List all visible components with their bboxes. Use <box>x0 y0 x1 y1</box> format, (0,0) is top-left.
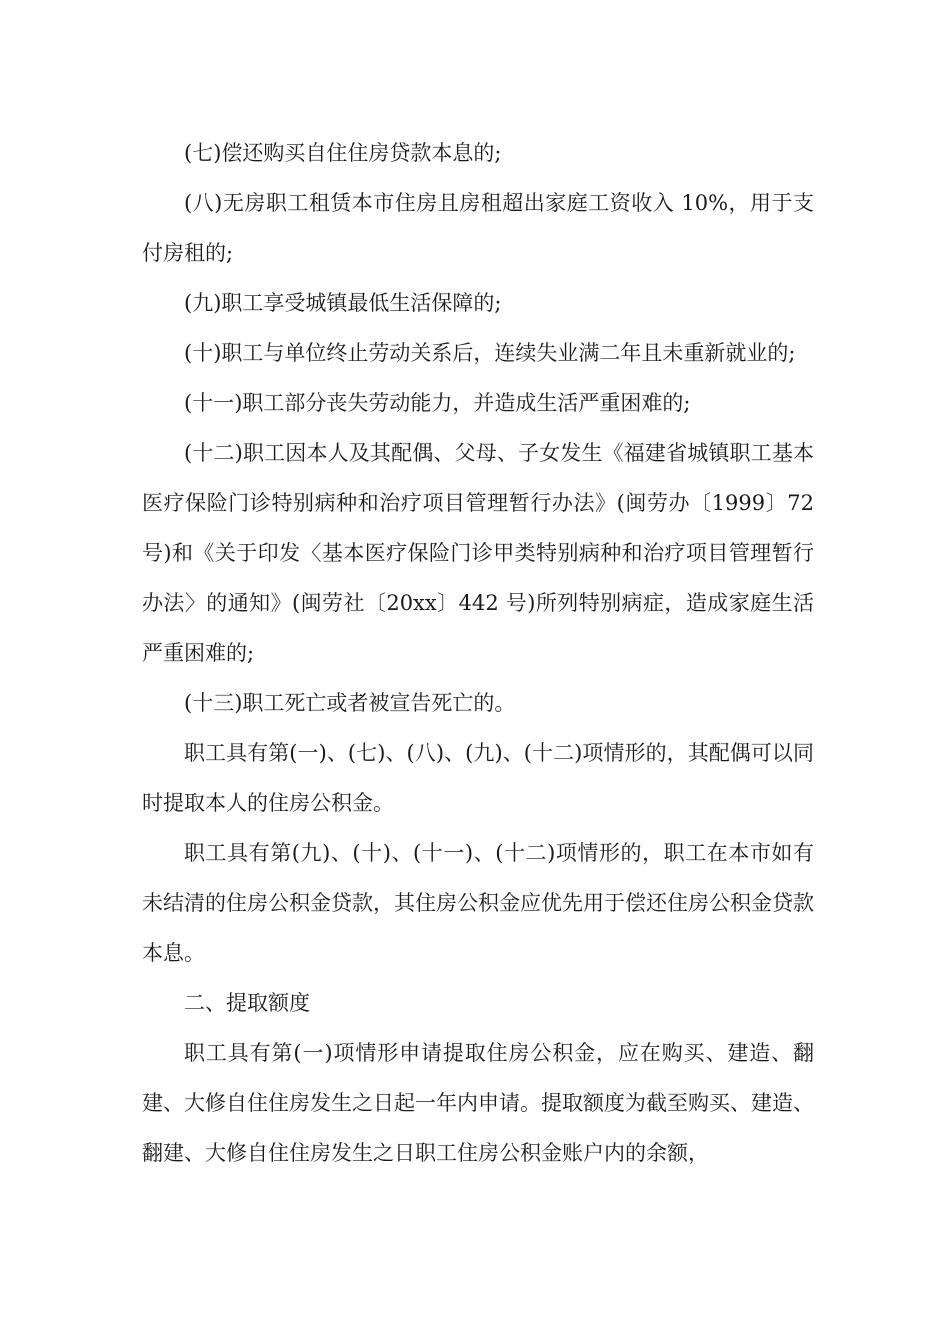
paragraph-item-7: (七)偿还购买自住住房贷款本息的; <box>184 141 502 165</box>
paragraph-item-13: (十三)职工死亡或者被宣告死亡的。 <box>184 691 516 715</box>
section-heading-withdrawal-amount: 二、提取额度 <box>184 991 310 1015</box>
paragraph-spouse-withdrawal: 职工具有第(一)、(七)、(八)、(九)、(十二)项情形的，其配偶可以同时提取本人的住房公积金。 <box>142 741 814 815</box>
paragraph-item-8: (八)无房职工租赁本市住房且房租超出家庭工资收入 10%，用于支付房租的; <box>142 191 814 265</box>
paragraph-item-10: (十)职工与单位终止劳动关系后，连续失业满二年且未重新就业的; <box>184 341 796 365</box>
paragraph-loan-priority: 职工具有第(九)、(十)、(十一)、(十二)项情形的，职工在本市如有未结清的住房公积金贷款，其住房公积金应优先用于偿还住房公积金贷款本息。 <box>142 841 814 965</box>
document-body <box>142 128 814 1178</box>
paragraph-item-11: (十一)职工部分丧失劳动能力，并造成生活严重困难的; <box>184 391 691 415</box>
paragraph-withdrawal-amount: 职工具有第(一)项情形申请提取住房公积金，应在购买、建造、翻建、大修自住住房发生之日起一年内申请。提取额度为截至购买、建造、翻建、大修自住住房发生之日职工住房公积金账户内的余额， <box>142 1041 814 1165</box>
paragraph-item-9: (九)职工享受城镇最低生活保障的; <box>184 291 502 315</box>
paragraph-item-12: (十二)职工因本人及其配偶、父母、子女发生《福建省城镇职工基本医疗保险门诊特别病种和治疗项目管理暂行办法》(闽劳办〔1999〕72 号)和《关于印发〈基本医疗保险门诊甲类特别病种和治疗项目管理暂行办法〉的通知》(闽劳社〔20xx〕442 号)所列特别病症，造成家庭生活严重困难的; <box>142 441 814 665</box>
